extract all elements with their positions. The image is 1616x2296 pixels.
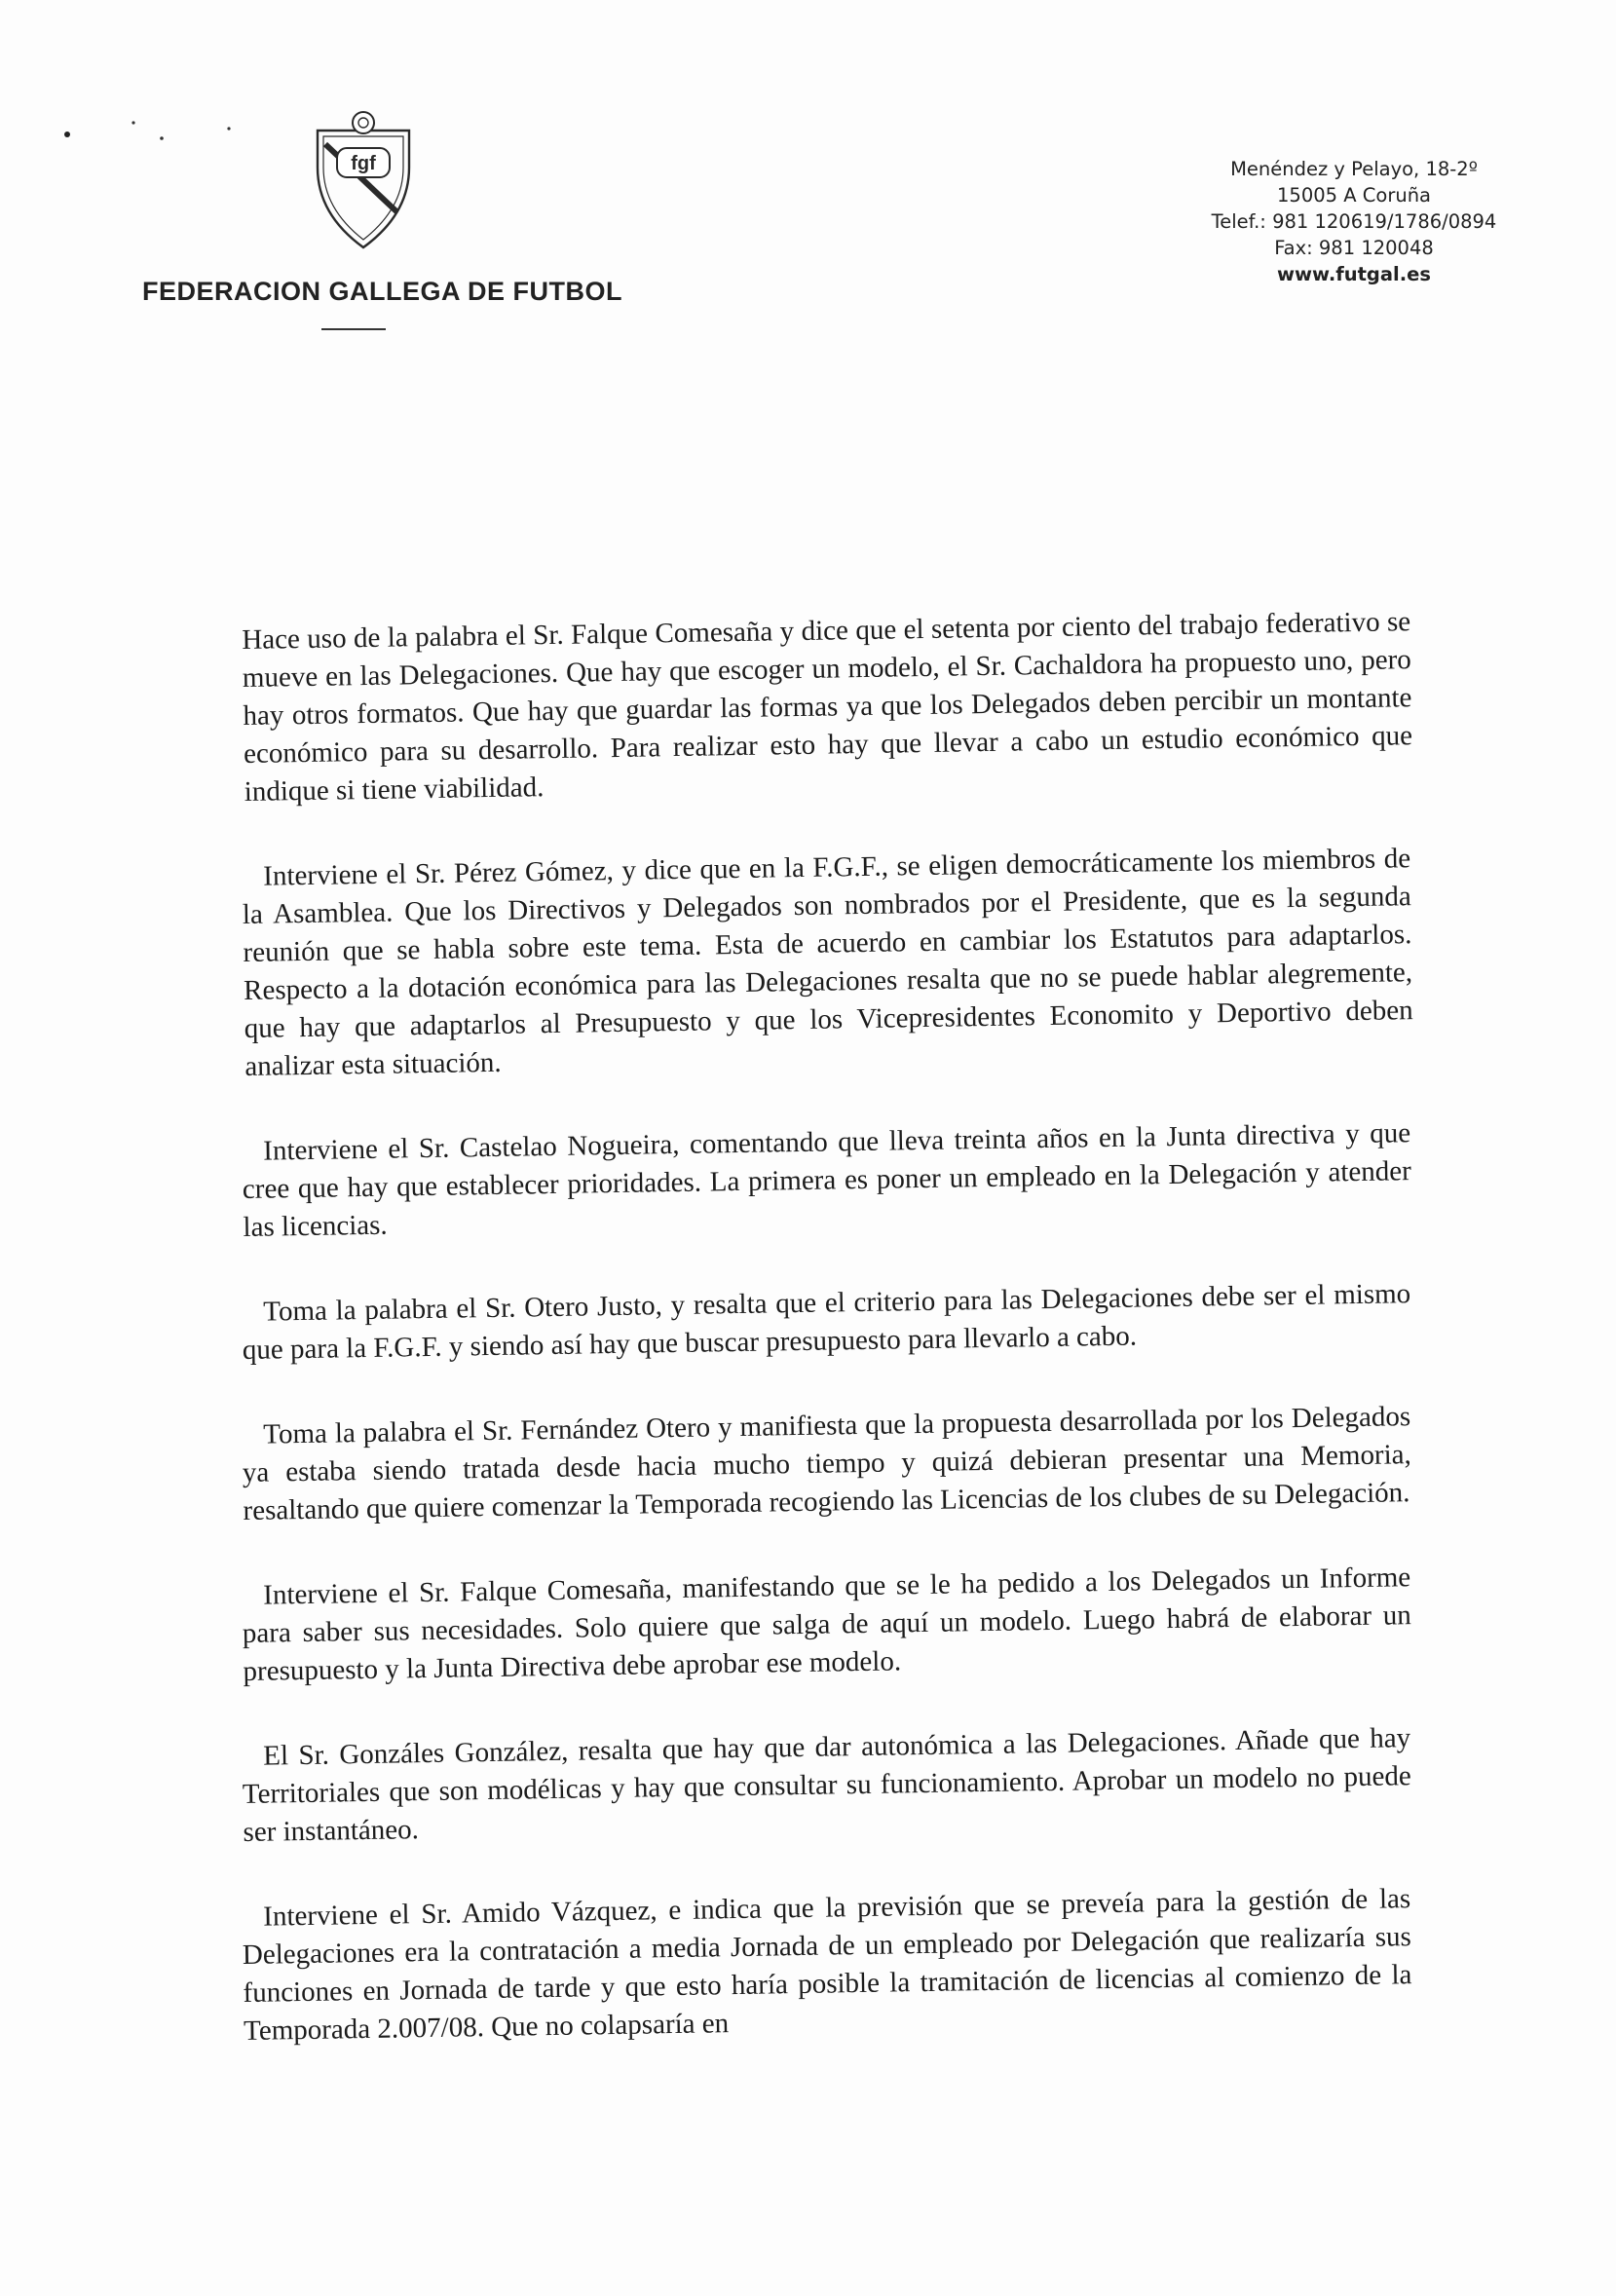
address-city: 15005 A Coruña [1277,184,1431,207]
address-phone: Telef.: 981 120619/1786/0894 [1211,210,1497,233]
minutes-body [242,606,1413,2097]
paragraph-otero-justo: Toma la palabra el Sr. Otero Justo, y resalta que el criterio para las Delegaciones debe ser el mismo que para la F.G.F. y siendo así hay que buscar presupuesto para llevarlo a cabo. [242,1278,1411,1366]
paragraph-perez-gomez: Interviene el Sr. Pérez Gómez, y dice que en la F.G.F., se eligen democráticamente los miembros de la Asamblea. Que los Directivos y Delegados son nombrados por el Presidente, que es la segunda reunión que se habla sobre este tema. Esta de acuerdo en cambiar los Estatutos para adaptarlos. Respecto a la dotación económica para las Delegaciones resalta que no se puede hablar alegremente, que hay que adaptarlos al Presupuesto y que los Vicepresidentes Economito y Deportivo deben analizar esta situación. [242,843,1413,1082]
paragraph-castelao-nogueira: Interviene el Sr. Castelao Nogueira, comentando que lleva treinta años en la Junta directiva y que cree que hay que establecer prioridades. La primera es poner un empleado en la Delegación y atender las licencias. [242,1117,1412,1243]
paragraph-gonzales-gonzalez: El Sr. Gonzáles González, resalta que hay que dar autonómica a las Delegaciones. Añade que hay Territoriales que son modélicas y hay que consultar su funcionamiento. Aprobar un modelo no puede ser instantáneo. [242,1722,1412,1848]
organization-name: FEDERACION GALLEGA DE FUTBOL [142,277,622,306]
paragraph-falque-comesana-1: Hace uso de la palabra el Sr. Falque Comesaña y dice que el setenta por ciento del trabajo federativo se mueve en las Delegaciones. Que hay que escoger un modelo, el Sr. Cachaldora ha propuesto uno, pero hay otros formatos. Que hay que guardar las formas ya que los Delegados deben percibir un montante económico para su desarrollo. Para realizar esto hay que llevar a cabo un estudio económico que indique si tiene viabilidad. [242,606,1413,808]
organization-underline [321,328,386,330]
svg-text:fgf: fgf [351,153,376,174]
paragraph-fernandez-otero: Toma la palabra el Sr. Fernández Otero y manifiesta que la propuesta desarrollada por los Delegados ya estaba siendo tratada desde hacia mucho tiempo y quizá debieran presentar una Memoria, resaltando que quiere comenzar la Temporada recogiendo las Licencias de los clubes de su Delegación. [242,1401,1412,1526]
fgf-shield-crest-icon [310,105,417,251]
address-block [1169,156,1539,287]
scan-specks [54,115,248,144]
address-fax: Fax: 981 120048 [1274,237,1434,259]
paragraph-falque-comesana-2: Interviene el Sr. Falque Comesaña, manifestando que se le ha pedido a los Delegados un Informe para saber sus necesidades. Solo quiere que salga de aquí un modelo. Luego habrá de elaborar un presupuesto y la Junta Directiva debe aprobar ese modelo. [242,1562,1412,1687]
paragraph-amido-vazquez: Interviene el Sr. Amido Vázquez, e indica que la previsión que se preveía para la gestión de las Delegaciones era la contratación a media Jornada de un empleado por Delegación que realizaría sus funciones en Jornada de tarde y que esto haría posible la tramitación de licencias al comienzo de la Temporada 2.007/08. Que no colapsaría en [242,1883,1412,2047]
address-street: Menéndez y Pelayo, 18-2º [1230,158,1478,180]
website-link[interactable]: www.futgal.es [1277,263,1431,285]
